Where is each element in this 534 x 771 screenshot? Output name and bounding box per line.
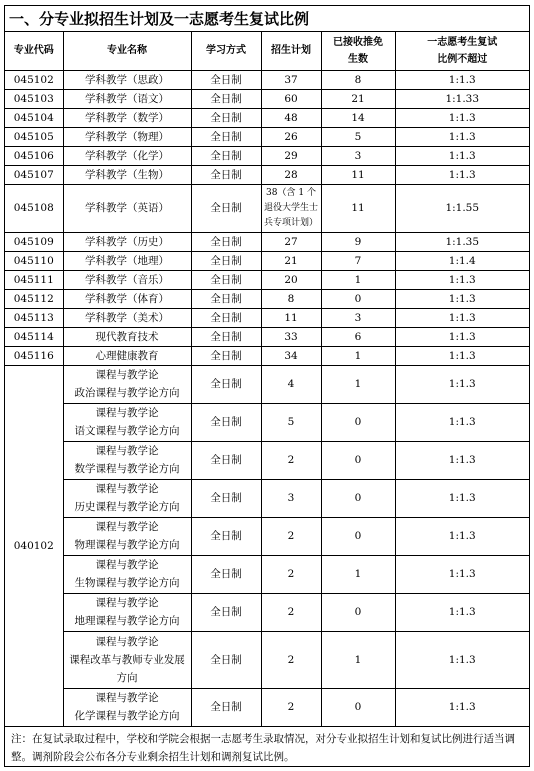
recommended-cell: 1 [321,270,395,289]
table-row [5,232,529,251]
plan-cell: 2 [261,631,321,688]
mode-cell: 全日制 [191,631,261,688]
mode-cell: 全日制 [191,403,261,441]
group-code-cell: 040102 [5,365,63,726]
mode-cell: 全日制 [191,251,261,270]
mode-cell: 全日制 [191,127,261,146]
recommended-cell: 8 [321,70,395,89]
recommended-cell: 3 [321,308,395,327]
footnote: 注：在复试录取过程中，学校和学院会根据一志愿考生录取情况，对分专业拟招生计划和复试比例进行适当调整。调剂阶段会公布各分专业剩余招生计划和调剂复试比例。 [11,732,515,763]
mode-cell: 全日制 [191,289,261,308]
name-line-2: 课程改革与教师专业发展方向 [69,653,185,684]
ratio-cell: 1:1.3 [395,308,529,327]
mode-cell: 全日制 [191,184,261,232]
plan-cell: 3 [261,479,321,517]
ratio-cell: 1:1.3 [395,479,529,517]
code-cell: 045113 [5,308,63,327]
ratio-cell: 1:1.4 [395,251,529,270]
mode-cell: 全日制 [191,688,261,726]
mode-cell: 全日制 [191,89,261,108]
code-cell: 045107 [5,165,63,184]
name-line-1: 课程与教学论 [95,559,159,571]
plan-cell: 4 [261,365,321,403]
ratio-cell: 1:1.3 [395,631,529,688]
name-cell: 学科教学（地理） [63,251,191,270]
table-row [5,127,529,146]
name-line-1: 课程与教学论 [95,483,159,495]
table-row [5,289,529,308]
ratio-cell: 1:1.3 [395,146,529,165]
recommended-cell: 0 [321,593,395,631]
name-line-1: 课程与教学论 [95,445,159,457]
page-title: 一、分专业拟招生计划及一志愿考生复试比例 [5,6,529,32]
name-cell: 学科教学（思政） [63,70,191,89]
code-cell: 045110 [5,251,63,270]
recommended-cell: 1 [321,631,395,688]
mode-cell: 全日制 [191,365,261,403]
ratio-cell: 1:1.35 [395,232,529,251]
table-row [5,631,529,688]
name-line-1: 课程与教学论 [95,635,159,648]
code-cell: 045116 [5,346,63,365]
plan-cell: 2 [261,593,321,631]
mode-cell: 全日制 [191,555,261,593]
mode-cell: 全日制 [191,479,261,517]
ratio-cell: 1:1.3 [395,327,529,346]
code-cell: 045106 [5,146,63,165]
plan-cell: 38（含 1 个退役大学生士兵专项计划） [261,184,321,232]
name-cell: 学科教学（音乐） [63,270,191,289]
plan-cell: 60 [261,89,321,108]
plan-cell: 48 [261,108,321,127]
header-row [5,32,529,70]
code-cell: 045114 [5,327,63,346]
table-row [5,403,529,441]
plan-cell: 5 [261,403,321,441]
recommended-cell: 0 [321,688,395,726]
mode-cell: 全日制 [191,165,261,184]
table-row [5,146,529,165]
name-line-2: 数学课程与教学论方向 [74,463,180,475]
table-row [5,593,529,631]
ratio-cell: 1:1.55 [395,184,529,232]
name-cell: 现代教育技术 [63,327,191,346]
table-row [5,165,529,184]
ratio-cell: 1:1.3 [395,688,529,726]
mode-cell: 全日制 [191,593,261,631]
name-cell [63,517,191,555]
mode-cell: 全日制 [191,146,261,165]
table-row [5,327,529,346]
plan-cell: 34 [261,346,321,365]
recommended-cell: 0 [321,479,395,517]
name-line-1: 课程与教学论 [95,597,159,609]
table-row [5,308,529,327]
table-row [5,365,529,403]
mode-cell: 全日制 [191,108,261,127]
name-cell: 心理健康教育 [63,346,191,365]
plan-cell: 8 [261,289,321,308]
name-cell: 学科教学（数学） [63,108,191,127]
name-cell [63,403,191,441]
code-cell: 045111 [5,270,63,289]
code-cell: 045109 [5,232,63,251]
recommended-cell: 0 [321,517,395,555]
table-row [5,688,529,726]
header-plan: 招生计划 [261,32,321,70]
mode-cell: 全日制 [191,232,261,251]
name-cell [63,441,191,479]
ratio-cell: 1:1.3 [395,70,529,89]
name-line-1: 课程与教学论 [95,692,159,704]
name-cell: 学科教学（语文） [63,89,191,108]
mode-cell: 全日制 [191,308,261,327]
name-cell: 学科教学（生物） [63,165,191,184]
name-line-2: 语文课程与教学论方向 [74,425,180,437]
plan-cell: 33 [261,327,321,346]
table-row [5,517,529,555]
recommended-cell: 0 [321,403,395,441]
recommended-cell: 11 [321,165,395,184]
ratio-cell: 1:1.3 [395,165,529,184]
code-cell: 045104 [5,108,63,127]
name-line-2: 地理课程与教学论方向 [74,615,180,627]
plan-cell: 2 [261,688,321,726]
ratio-cell: 1:1.3 [395,517,529,555]
header-ratio: 一志愿考生复试比例不超过 [395,32,529,70]
mode-cell: 全日制 [191,517,261,555]
name-line-1: 课程与教学论 [95,369,159,381]
mode-cell: 全日制 [191,346,261,365]
header-mode: 学习方式 [191,32,261,70]
recommended-cell: 5 [321,127,395,146]
document-frame [4,5,530,767]
ratio-cell: 1:1.3 [395,289,529,308]
code-cell: 045108 [5,184,63,232]
name-line-2: 生物课程与教学论方向 [74,577,180,589]
header-name: 专业名称 [63,32,191,70]
name-cell [63,688,191,726]
name-cell: 学科教学（体育） [63,289,191,308]
plan-cell: 2 [261,555,321,593]
name-cell [63,593,191,631]
name-cell [63,479,191,517]
plan-cell: 20 [261,270,321,289]
plan-cell: 21 [261,251,321,270]
plan-cell: 37 [261,70,321,89]
mode-cell: 全日制 [191,327,261,346]
name-cell [63,631,191,688]
plan-cell: 26 [261,127,321,146]
table-row [5,555,529,593]
table-row [5,70,529,89]
code-cell: 045112 [5,289,63,308]
recommended-cell: 11 [321,184,395,232]
recommended-cell: 3 [321,146,395,165]
name-cell: 学科教学（美术） [63,308,191,327]
table-row [5,346,529,365]
plan-cell: 2 [261,441,321,479]
name-line-2: 政治课程与教学论方向 [74,387,180,399]
recommended-cell: 0 [321,289,395,308]
mode-cell: 全日制 [191,270,261,289]
ratio-cell: 1:1.3 [395,403,529,441]
admission-table [5,32,529,727]
name-line-2: 物理课程与教学论方向 [74,539,180,551]
plan-cell: 2 [261,517,321,555]
table-row [5,479,529,517]
recommended-cell: 0 [321,441,395,479]
plan-cell: 11 [261,308,321,327]
code-cell: 045105 [5,127,63,146]
ratio-cell: 1:1.3 [395,365,529,403]
header-code: 专业代码 [5,32,63,70]
ratio-cell: 1:1.33 [395,89,529,108]
ratio-cell: 1:1.3 [395,108,529,127]
ratio-cell: 1:1.3 [395,270,529,289]
name-cell: 学科教学（英语） [63,184,191,232]
name-cell: 学科教学（历史） [63,232,191,251]
table-row [5,441,529,479]
ratio-cell: 1:1.3 [395,555,529,593]
table-row [5,108,529,127]
table-row [5,251,529,270]
name-line-2: 化学课程与教学论方向 [74,710,180,722]
table-row [5,270,529,289]
recommended-cell: 1 [321,346,395,365]
plan-cell: 28 [261,165,321,184]
name-cell [63,555,191,593]
recommended-cell: 14 [321,108,395,127]
plan-cell: 29 [261,146,321,165]
recommended-cell: 9 [321,232,395,251]
table-row [5,184,529,232]
code-cell: 045102 [5,70,63,89]
ratio-cell: 1:1.3 [395,441,529,479]
ratio-cell: 1:1.3 [395,346,529,365]
mode-cell: 全日制 [191,441,261,479]
mode-cell: 全日制 [191,70,261,89]
recommended-cell: 7 [321,251,395,270]
name-cell: 学科教学（物理） [63,127,191,146]
plan-cell: 27 [261,232,321,251]
code-cell: 045103 [5,89,63,108]
recommended-cell: 6 [321,327,395,346]
recommended-cell: 21 [321,89,395,108]
name-line-1: 课程与教学论 [95,521,159,533]
ratio-cell: 1:1.3 [395,127,529,146]
recommended-cell: 1 [321,365,395,403]
name-cell [63,365,191,403]
name-line-2: 历史课程与教学论方向 [74,501,180,513]
name-cell: 学科教学（化学） [63,146,191,165]
recommended-cell: 1 [321,555,395,593]
name-line-1: 课程与教学论 [95,407,159,419]
ratio-cell: 1:1.3 [395,593,529,631]
table-row [5,89,529,108]
header-recommended: 已接收推免生数 [321,32,395,70]
